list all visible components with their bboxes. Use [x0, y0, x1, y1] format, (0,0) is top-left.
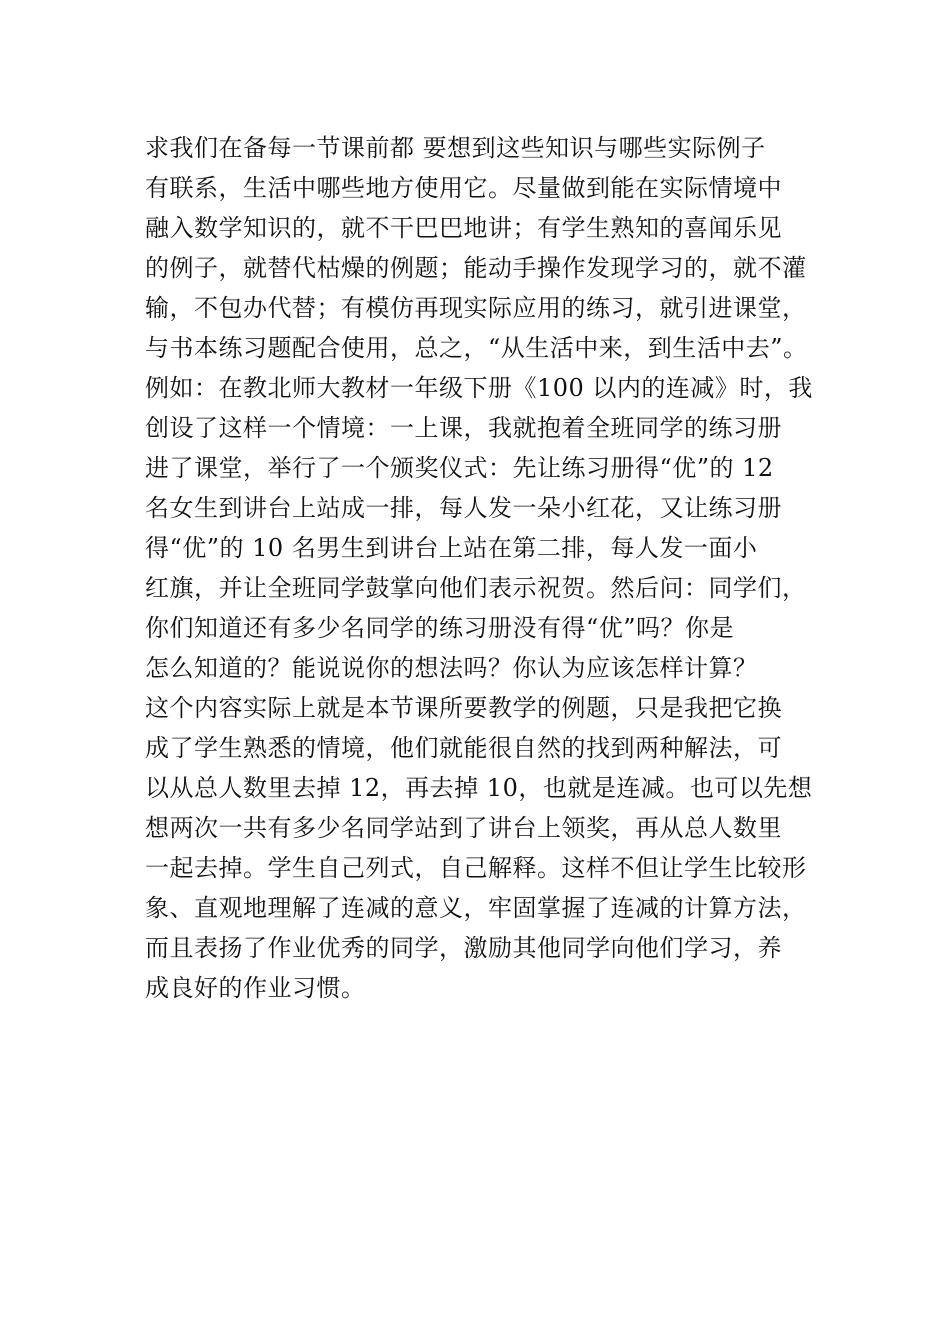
text-line: 而且表扬了作业优秀的同学，激励其他同学向他们学习，养 [145, 934, 782, 962]
text-line: 的例子，就替代枯燥的例题；能动手操作发现学习的，就不灌 [145, 254, 807, 282]
text-line: 求我们在备每一节课前都 要想到这些知识与哪些实际例子 [145, 134, 766, 162]
text-line: 这个内容实际上就是本节课所要教学的例题，只是我把它换 [145, 694, 782, 722]
text-line: 融入数学知识的，就不干巴巴地讲；有学生熟知的喜闻乐见 [145, 214, 782, 242]
text-line: 想两次一共有多少名同学站到了讲台上领奖，再从总人数里 [145, 814, 782, 842]
text-line: 创设了这样一个情境：一上课，我就抱着全班同学的练习册 [145, 414, 782, 442]
text-line: 与书本练习题配合使用，总之，“从生活中来，到生活中去”。 [145, 334, 808, 362]
text-line: 红旗，并让全班同学鼓掌向他们表示祝贺。然后问：同学们， [145, 574, 807, 602]
text-line: 以从总人数里去掉 12，再去掉 10，也就是连减。也可以先想 [145, 774, 813, 802]
text-line: 一起去掉。学生自己列式，自己解释。这样不但让学生比较形 [145, 854, 807, 882]
text-line: 成良好的作业习惯。 [145, 974, 366, 1002]
text-line: 得“优”的 10 名男生到讲台上站在第二排，每人发一面小 [145, 534, 758, 562]
text-line: 成了学生熟悉的情境，他们就能很自然的找到两种解法，可 [145, 734, 782, 762]
text-line: 你们知道还有多少名同学的练习册没有得“优”吗？你是 [145, 614, 735, 642]
text-line: 例如：在教北师大教材一年级下册《100 以内的连减》时，我 [145, 374, 813, 402]
text-line: 象、直观地理解了连减的意义，牢固掌握了连减的计算方法， [145, 894, 807, 922]
text-line: 进了课堂，举行了一个颁奖仪式：先让练习册得“优”的 12 [145, 454, 774, 482]
text-line: 输，不包办代替；有模仿再现实际应用的练习，就引进课堂， [145, 294, 807, 322]
text-line: 有联系，生活中哪些地方使用它。尽量做到能在实际情境中 [145, 174, 782, 202]
text-line: 怎么知道的？能说说你的想法吗？你认为应该怎样计算？ [145, 654, 758, 682]
body-text [145, 128, 845, 1008]
text-line: 名女生到讲台上站成一排，每人发一朵小红花，又让练习册 [145, 494, 782, 522]
